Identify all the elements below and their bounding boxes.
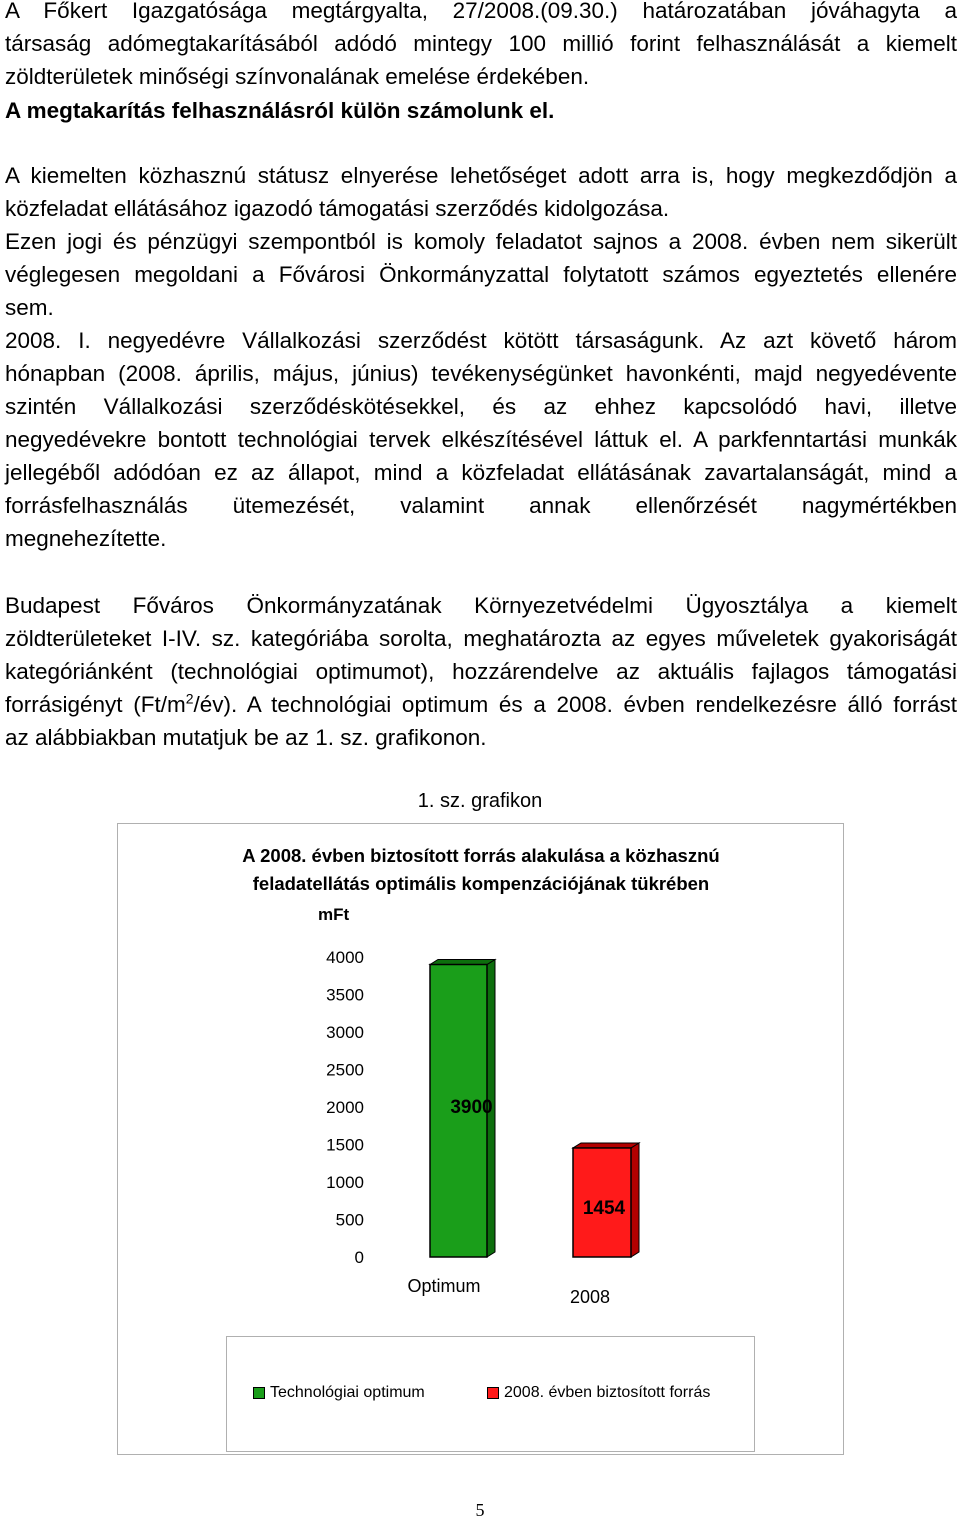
y-tick-label: 2500	[326, 1060, 364, 1080]
y-tick-label: 0	[354, 1248, 364, 1267]
text-line: A megtakarítás felhasználásról külön számolunk el.	[5, 98, 555, 123]
text-line: 2008. I. negyedévre Vállalkozási szerződést kötött társaságunk. Az azt követő három	[5, 328, 957, 353]
x-tick-label: Optimum	[407, 1276, 481, 1296]
legend-label: Technológiai optimum	[270, 1384, 425, 1401]
y-tick-label: 500	[335, 1210, 364, 1230]
y-tick-label: 1000	[326, 1173, 364, 1192]
text-line: A Főkert Igazgatósága megtárgyalta, 27/2008.(09.30.) határozatában jóváhagyta a	[5, 0, 957, 23]
text-line: az alábbiakban mutatjuk be az 1. sz. grafikonon.	[5, 725, 487, 750]
text-line: megnehezítette.	[5, 526, 167, 551]
text-line: negyedévekre bontott technológiai tervek elkészítésével láttuk el. A parkfenntartási munkák	[5, 427, 957, 452]
legend-swatch-red	[487, 1387, 499, 1399]
chart-title-line1: A 2008. évben biztosított forrás alakulása a közhasznú	[242, 845, 720, 866]
chart-legend	[226, 1336, 755, 1452]
text-line: jellegéből adódóan ez az állapot, mind a közfeladat ellátásának zavartalanságát, mind a	[5, 460, 957, 485]
text-line: Ezen jogi és pénzügyi szempontból is komoly feladatot sajnos a 2008. évben nem sikerült	[5, 229, 957, 254]
legend-swatch-green	[253, 1387, 265, 1399]
text-line: zöldterületeket I-IV. sz. kategóriába sorolta, meghatározta az egyes műveletek gyakoriságát	[5, 626, 957, 651]
legend-label: 2008. évben biztosított forrás	[504, 1384, 711, 1401]
text-line: forrásfelhasználás ütemezését, valamint annak ellenőrzését nagymértékben	[5, 493, 957, 518]
text-line: véglegesen megoldani a Fővárosi Önkormányzattal folytatott számos egyeztetés ellenére	[5, 262, 957, 287]
x-tick-label: 2008	[569, 1287, 611, 1307]
text-line: szintén Vállalkozási szerződéskötésekkel, és az ehhez kapcsolódó havi, illetve	[5, 394, 957, 419]
text-line: közfeladat ellátásához igazodó támogatási szerződés kidolgozása.	[5, 196, 670, 221]
data-label: 3900	[450, 1097, 493, 1118]
bar-top-1	[573, 1143, 639, 1148]
text-fragment: /év). A technológiai optimum és a 2008. évben rendelkezésre álló forrást	[193, 692, 957, 717]
page-number: 5	[475, 1500, 485, 1520]
text-line: Budapest Főváros Önkormányzatának Környezetvédelmi Ügyosztálya a kiemelt	[5, 593, 957, 618]
y-tick-label: 1500	[326, 1135, 364, 1155]
y-tick-label: 4000	[326, 948, 364, 967]
text-fragment: forrásigényt (Ft/m	[5, 692, 186, 717]
text-line: zöldterületek minőségi színvonalának emelése érdekében.	[5, 64, 590, 89]
y-tick-label: 3000	[326, 1023, 364, 1042]
chart-caption: 1. sz. grafikon	[417, 790, 543, 812]
text-line: társaság adómegtakarításából adódó mintegy 100 millió forint felhasználását a kiemelt	[5, 31, 957, 56]
y-axis-label: mFt	[318, 905, 350, 924]
text-line: hónapban (2008. április, május, június) tevékenységünket havonkénti, majd negyedévente	[5, 361, 957, 386]
text-line: A kiemelten közhasznú státusz elnyerése lehetőséget adott arra is, hogy megkezdődjön a	[5, 163, 957, 188]
text-line: sem.	[5, 295, 54, 320]
data-label: 1454	[582, 1198, 626, 1219]
legend-item-2008	[487, 1384, 710, 1402]
text-line: kategóriánként (technológiai optimumot), hozzárendelve az aktuális fajlagos támogatási	[5, 659, 957, 684]
y-tick-label: 3500	[326, 985, 364, 1005]
chart-title-line2: feladatellátás optimális kompenzációjának tükrében	[252, 873, 710, 894]
y-tick-label: 2000	[326, 1098, 364, 1117]
bar-side-1	[631, 1143, 639, 1257]
superscript: 2	[185, 690, 194, 707]
legend-item-optimum	[253, 1384, 425, 1402]
